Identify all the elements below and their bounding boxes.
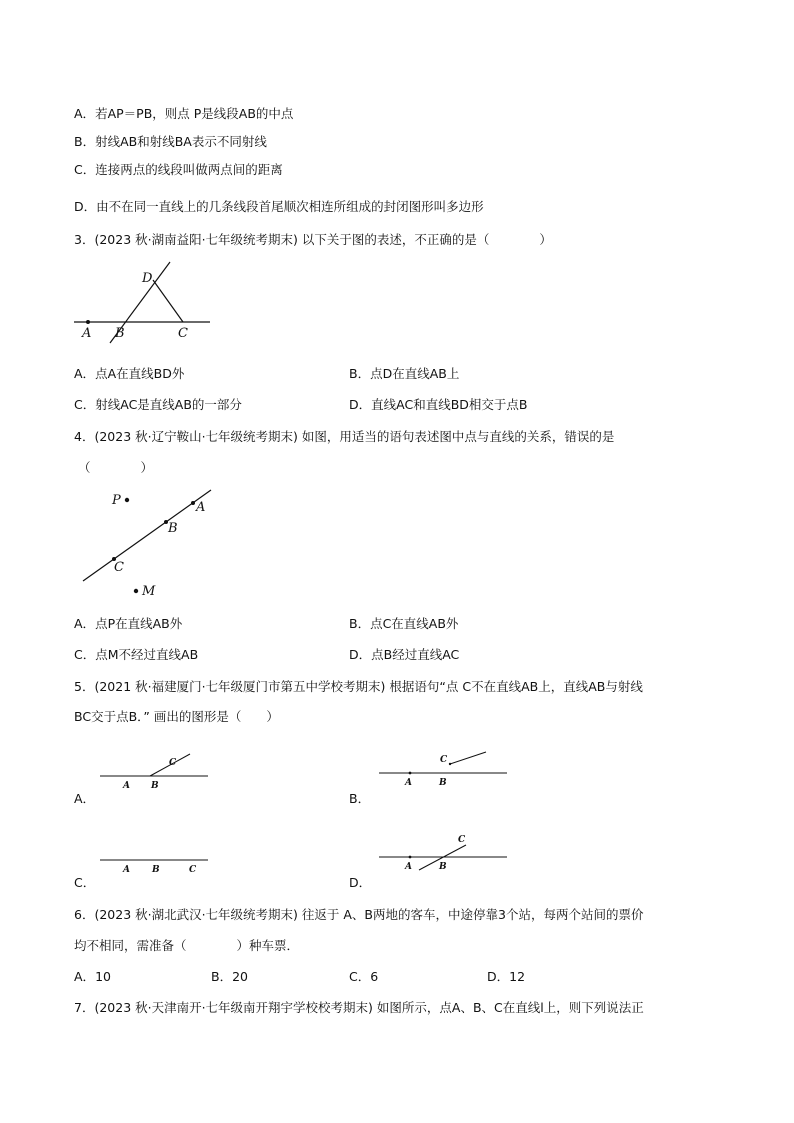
q5-option-b: B． <box>349 791 371 806</box>
q5-stem-cont: BC交于点B．” 画出的图形是（ ） <box>74 709 279 724</box>
option-text: 射线AC是直线AB的一部分 <box>95 397 242 412</box>
point-a <box>409 856 412 859</box>
q3-option-a <box>74 364 184 382</box>
q3-option-d <box>349 395 527 413</box>
option-text: 20 <box>232 969 248 984</box>
q5-figure-d <box>377 830 512 874</box>
q2-option-c <box>74 160 283 178</box>
option-text: 12 <box>509 969 526 984</box>
option-text: 点C在直线AB外 <box>370 616 459 631</box>
q5-option-d: D． <box>349 875 372 890</box>
q2-option-a <box>74 104 293 122</box>
option-text: 射线AB和射线BA表示不同射线 <box>95 134 267 149</box>
label-c: C <box>114 560 124 575</box>
option-text: 点D在直线AB上 <box>370 366 460 381</box>
option-letter: C． <box>74 397 96 412</box>
q4-option-b <box>349 614 458 632</box>
ray-c <box>450 752 486 764</box>
label-a: A <box>123 781 130 791</box>
q6-option-a <box>74 967 111 985</box>
q6-stem: 6．(2023 秋·湖北武汉·七年级统考期末) 往返于 A、B两地的客车，中途停靠3个站，每两个站间的票价 <box>74 907 644 922</box>
label-a: A <box>405 862 412 872</box>
q6-option-d <box>487 967 525 985</box>
q4-option-c <box>74 645 198 663</box>
option-letter: A． <box>74 366 96 381</box>
label-b: B <box>151 781 159 791</box>
point-a <box>191 501 195 505</box>
option-text: 直线AC和直线BD相交于点B <box>371 397 528 412</box>
q3-figure <box>70 258 220 343</box>
option-text: 若AP＝PB，则点 P是线段AB的中点 <box>95 106 294 121</box>
label-b: B <box>115 326 125 341</box>
option-text: 6 <box>370 969 379 984</box>
label-p: P <box>112 493 121 508</box>
label-a: A <box>405 778 412 788</box>
q6-option-b <box>211 967 248 985</box>
option-letter: A． <box>74 616 96 631</box>
option-letter: B． <box>349 616 371 631</box>
option-letter: C． <box>74 162 96 177</box>
q4-figure <box>78 485 228 600</box>
option-letter: C． <box>74 647 96 662</box>
q4-option-d <box>349 645 459 663</box>
q2-option-d <box>74 197 484 215</box>
option-text: 点M不经过直线AB <box>95 647 199 662</box>
option-text: 点A在直线BD外 <box>95 366 185 381</box>
option-letter: D． <box>74 199 97 214</box>
point-a <box>409 772 412 775</box>
option-letter: D． <box>349 397 372 412</box>
q3-option-c <box>74 395 242 413</box>
q4-option-a <box>74 614 182 632</box>
option-letter: D． <box>487 969 510 984</box>
q5-figure-b <box>377 750 512 794</box>
q5-figure-c <box>98 850 213 880</box>
label-d: D <box>142 271 153 286</box>
option-text: 点P在直线AB外 <box>95 616 183 631</box>
segment-dc <box>153 280 183 322</box>
option-letter: D． <box>349 647 372 662</box>
point-m <box>134 589 138 593</box>
q5-figure-a <box>98 752 213 794</box>
label-c: C <box>189 865 197 875</box>
option-text: 连接两点的线段叫做两点间的距离 <box>95 162 283 177</box>
point-p <box>125 498 129 502</box>
q2-option-b <box>74 132 267 150</box>
option-letter: B． <box>74 134 96 149</box>
option-text: 由不在同一直线上的几条线段首尾顺次相连所组成的封闭图形叫多边形 <box>96 199 484 214</box>
q5-option-a: A． <box>74 791 96 806</box>
label-b: B <box>439 862 447 872</box>
q4-stem-cont: （ ） <box>78 460 154 475</box>
q6-option-c <box>349 967 378 985</box>
label-c: C <box>178 326 188 341</box>
q6-stem-cont: 均不相同，需准备（ ）种车票． <box>74 938 300 953</box>
point-c <box>449 763 451 765</box>
q5-stem: 5．(2021 秋·福建厦门·七年级厦门市第五中学校考期末) 根据语句“点 C不在直线AB上，直线AB与射线 <box>74 679 643 694</box>
option-letter: B． <box>211 969 233 984</box>
option-text: 点B经过直线AC <box>371 647 460 662</box>
q5-option-c: C． <box>74 875 96 890</box>
option-letter: A． <box>74 969 96 984</box>
label-a: A <box>123 865 130 875</box>
label-b: B <box>168 521 178 536</box>
q7-stem: 7．(2023 秋·天津南开·七年级南开翔宇学校校考期末) 如图所示，点A、B、C在直线l上，则下列说法正 <box>74 1000 644 1015</box>
label-a: A <box>82 326 92 341</box>
label-c: C <box>458 835 466 845</box>
label-m: M <box>142 584 156 599</box>
option-letter: C． <box>349 969 371 984</box>
label-c: C <box>169 758 177 768</box>
q3-stem: 3．(2023 秋·湖南益阳·七年级统考期末) 以下关于图的表述，不正确的是（ ） <box>74 232 552 247</box>
label-b: B <box>439 778 447 788</box>
label-a: A <box>196 500 206 515</box>
q3-option-b <box>349 364 459 382</box>
label-b: B <box>152 865 160 875</box>
option-text: 10 <box>95 969 111 984</box>
q4-stem: 4．(2023 秋·辽宁鞍山·七年级统考期末) 如图，用适当的语句表述图中点与直线的关系，错误的是 <box>74 429 615 444</box>
label-c: C <box>440 755 448 765</box>
option-letter: A． <box>74 106 96 121</box>
point-a <box>86 320 90 324</box>
option-letter: B． <box>349 366 371 381</box>
